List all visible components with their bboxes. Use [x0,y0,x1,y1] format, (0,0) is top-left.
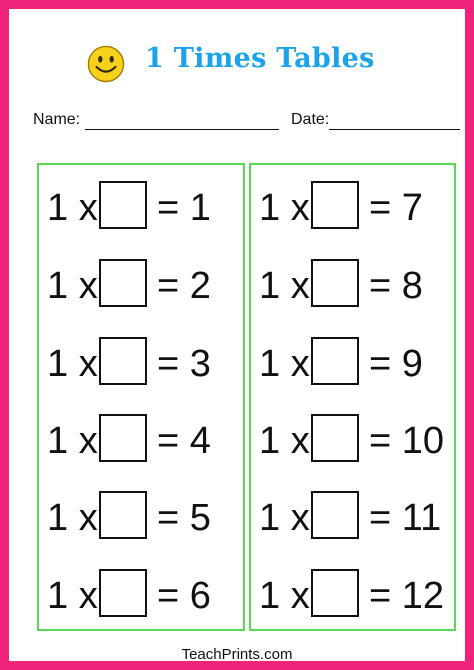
footer-brand: TeachPrints.com [181,646,293,663]
date-field[interactable] [329,129,460,130]
answer-box[interactable] [99,491,147,539]
problem-factor: 1 x [259,187,310,229]
problem-factor: 1 x [259,575,310,617]
problem-factor: 1 x [259,343,310,385]
problem-result: = 8 [369,265,423,307]
problem-result: = 6 [157,575,211,617]
answer-box[interactable] [311,337,359,385]
problem-result: = 7 [369,187,423,229]
problem-row [251,414,454,468]
problem-row [251,337,454,391]
answer-box[interactable] [311,491,359,539]
problem-factor: 1 x [47,575,98,617]
problem-factor: 1 x [47,343,98,385]
problem-factor: 1 x [47,497,98,539]
problem-column-left [37,163,245,631]
problem-result: = 10 [369,420,445,462]
answer-box[interactable] [99,259,147,307]
answer-box[interactable] [99,337,147,385]
page-title: 1 Times Tables [145,43,375,74]
problem-row [39,181,243,235]
problem-row [39,414,243,468]
problem-result: = 5 [157,497,211,539]
problem-row [251,259,454,313]
name-field[interactable] [85,129,279,130]
title-row [9,41,465,87]
answer-box[interactable] [99,181,147,229]
problem-factor: 1 x [259,420,310,462]
problem-row [251,181,454,235]
problem-row [39,259,243,313]
problem-factor: 1 x [259,265,310,307]
problem-factor: 1 x [47,420,98,462]
problem-row [39,337,243,391]
problem-factor: 1 x [47,265,98,307]
problem-factor: 1 x [47,187,98,229]
smiley-face-icon [87,45,125,83]
problem-result: = 9 [369,343,423,385]
problem-row [251,569,454,623]
answer-box[interactable] [99,569,147,617]
problem-result: = 12 [369,575,445,617]
problem-result: = 4 [157,420,211,462]
answer-box[interactable] [311,181,359,229]
answer-box[interactable] [311,259,359,307]
problem-result: = 1 [157,187,211,229]
name-date-row [33,111,445,135]
problem-row [39,569,243,623]
problem-result: = 3 [157,343,211,385]
problem-row [39,491,243,545]
answer-box[interactable] [311,414,359,462]
date-label: Date: [291,111,330,128]
answer-box[interactable] [311,569,359,617]
problem-column-right [249,163,456,631]
problem-result: = 2 [157,265,211,307]
answer-box[interactable] [99,414,147,462]
problem-row [251,491,454,545]
name-label: Name: [33,111,81,128]
problem-factor: 1 x [259,497,310,539]
problem-result: = 11 [369,497,442,539]
